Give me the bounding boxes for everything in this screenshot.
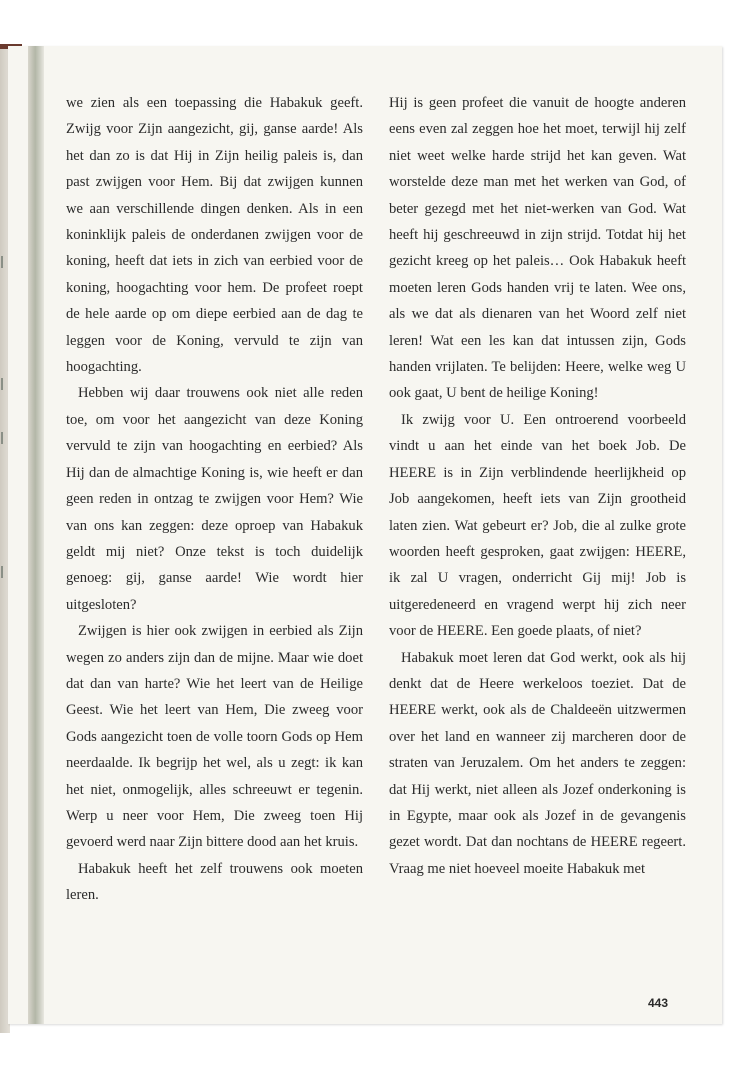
spine-mark [1,432,3,444]
paragraph: Hij is geen profeet die vanuit de hoogte anderen eens even zal zeggen hoe het moet, terwijl hij zelf niet weet welke harde strijd het kan geven. Wat worstelde deze man met het werken van God, of beter gezegd met het niet-werken van God. Wat heeft hij geschreeuwd in zijn strijd. Totdat hij het gezicht kreeg op het paleis… Ook Habakuk heeft moeten leren Gods handen vrij te laten. Wee ons, als we dat als dienaren van het Woord zelf niet leren! Wat een les kan dat intussen zijn, Gods handen vrijlaten. Te belijden: Heere, welke weg U ook gaat, U bent de heilige Koning! [389,95,686,402]
paragraph: Ik zwijg voor U. Een ontroerend voorbeeld vindt u aan het einde van het boek Job. De HEERE is in Zijn verblindende heerlijkheid op Job aangekomen, heeft iets van Zijn grootheid laten zien. Wat gebeurt er? Job, die al zulke grote woorden heeft gesproken, gaat zwijgen: HEERE, ik zal U vragen, onderricht Gij mij! Job is uitgeredeneerd en vragend werpt hij zich neer voor de HEERE. Een goede plaats, of niet? [389,411,686,640]
right-text-column [389,90,686,882]
paragraph: we zien als een toepassing die Habakuk geeft. Zwijg voor Zijn aangezicht, gij, ganse aarde! Als het dan zo is dat Hij in Zijn heilig paleis is, dan past zwijgen voor Hem. Bij dat zwijgen kunnen we aan verschillende dingen denken. Als in een koninklijk paleis de onderdanen zwijgen voor de koning, heeft dat iets in zich van eerbied voor de koning, hoogachting voor hem. De profeet roept de hele aarde op om diepe eerbied aan de dag te leggen voor de Koning, vervuld te zijn van hoogachting. [66,95,363,376]
page-number: 443 [648,996,669,1010]
paragraph: Zwijgen is hier ook zwijgen in eerbied als Zijn wegen zo anders zijn dan de mijne. Maar wie doet dat dan van harte? Wie het leert van de Heilige Geest. Wie het leert van Hem, Die zweeg voor Gods aangezicht toen de volle toorn Gods op Hem neerdaalde. Ik begrijp het wel, als u zegt: ik kan het niet, onmogelijk, alles schreeuwt er tegenin. Werp u neer voor Hem, Die zweeg toen Hij gevoerd werd naar Zijn bittere dood aan het kruis. [66,623,363,851]
paragraph: Habakuk moet leren dat God werkt, ook als hij denkt dat de Heere werkeloos toeziet. Dat de HEERE werkt, ook als de Chaldeeën uitzwermen over het land en wanneer zij marcheren door de straten van Jeruzalem. Om het anders te zeggen: dat Hij werkt, niet alleen als Jozef onderkoning is in Egypte, maar ook als Jozef in de gevangenis gezet wordt. Dat dan nochtans de HEERE regeert. Vraag me niet hoeveel moeite Habakuk met [389,649,686,877]
page-gutter [28,46,44,1024]
paragraph: Hebben wij daar trouwens ook niet alle reden toe, om voor het aangezicht van deze Koning vervuld te zijn van hoogachting en eerbied? Als Hij dan de almachtige Koning is, wie heeft er dan geen reden in ontzag te zwijgen voor Hem? Wie van ons kan zeggen: deze oproep van Habakuk geldt mij niet? Onze tekst is toch duidelijk genoeg: gij, ganse aarde! Wie wordt hier uitgesloten? [66,385,363,613]
left-text-column [66,90,363,909]
book-page [8,46,722,1024]
paragraph: Habakuk heeft het zelf trouwens ook moeten leren. [66,860,363,904]
spine-mark [1,256,3,268]
spine-mark [1,378,3,390]
spine-mark [1,566,3,578]
